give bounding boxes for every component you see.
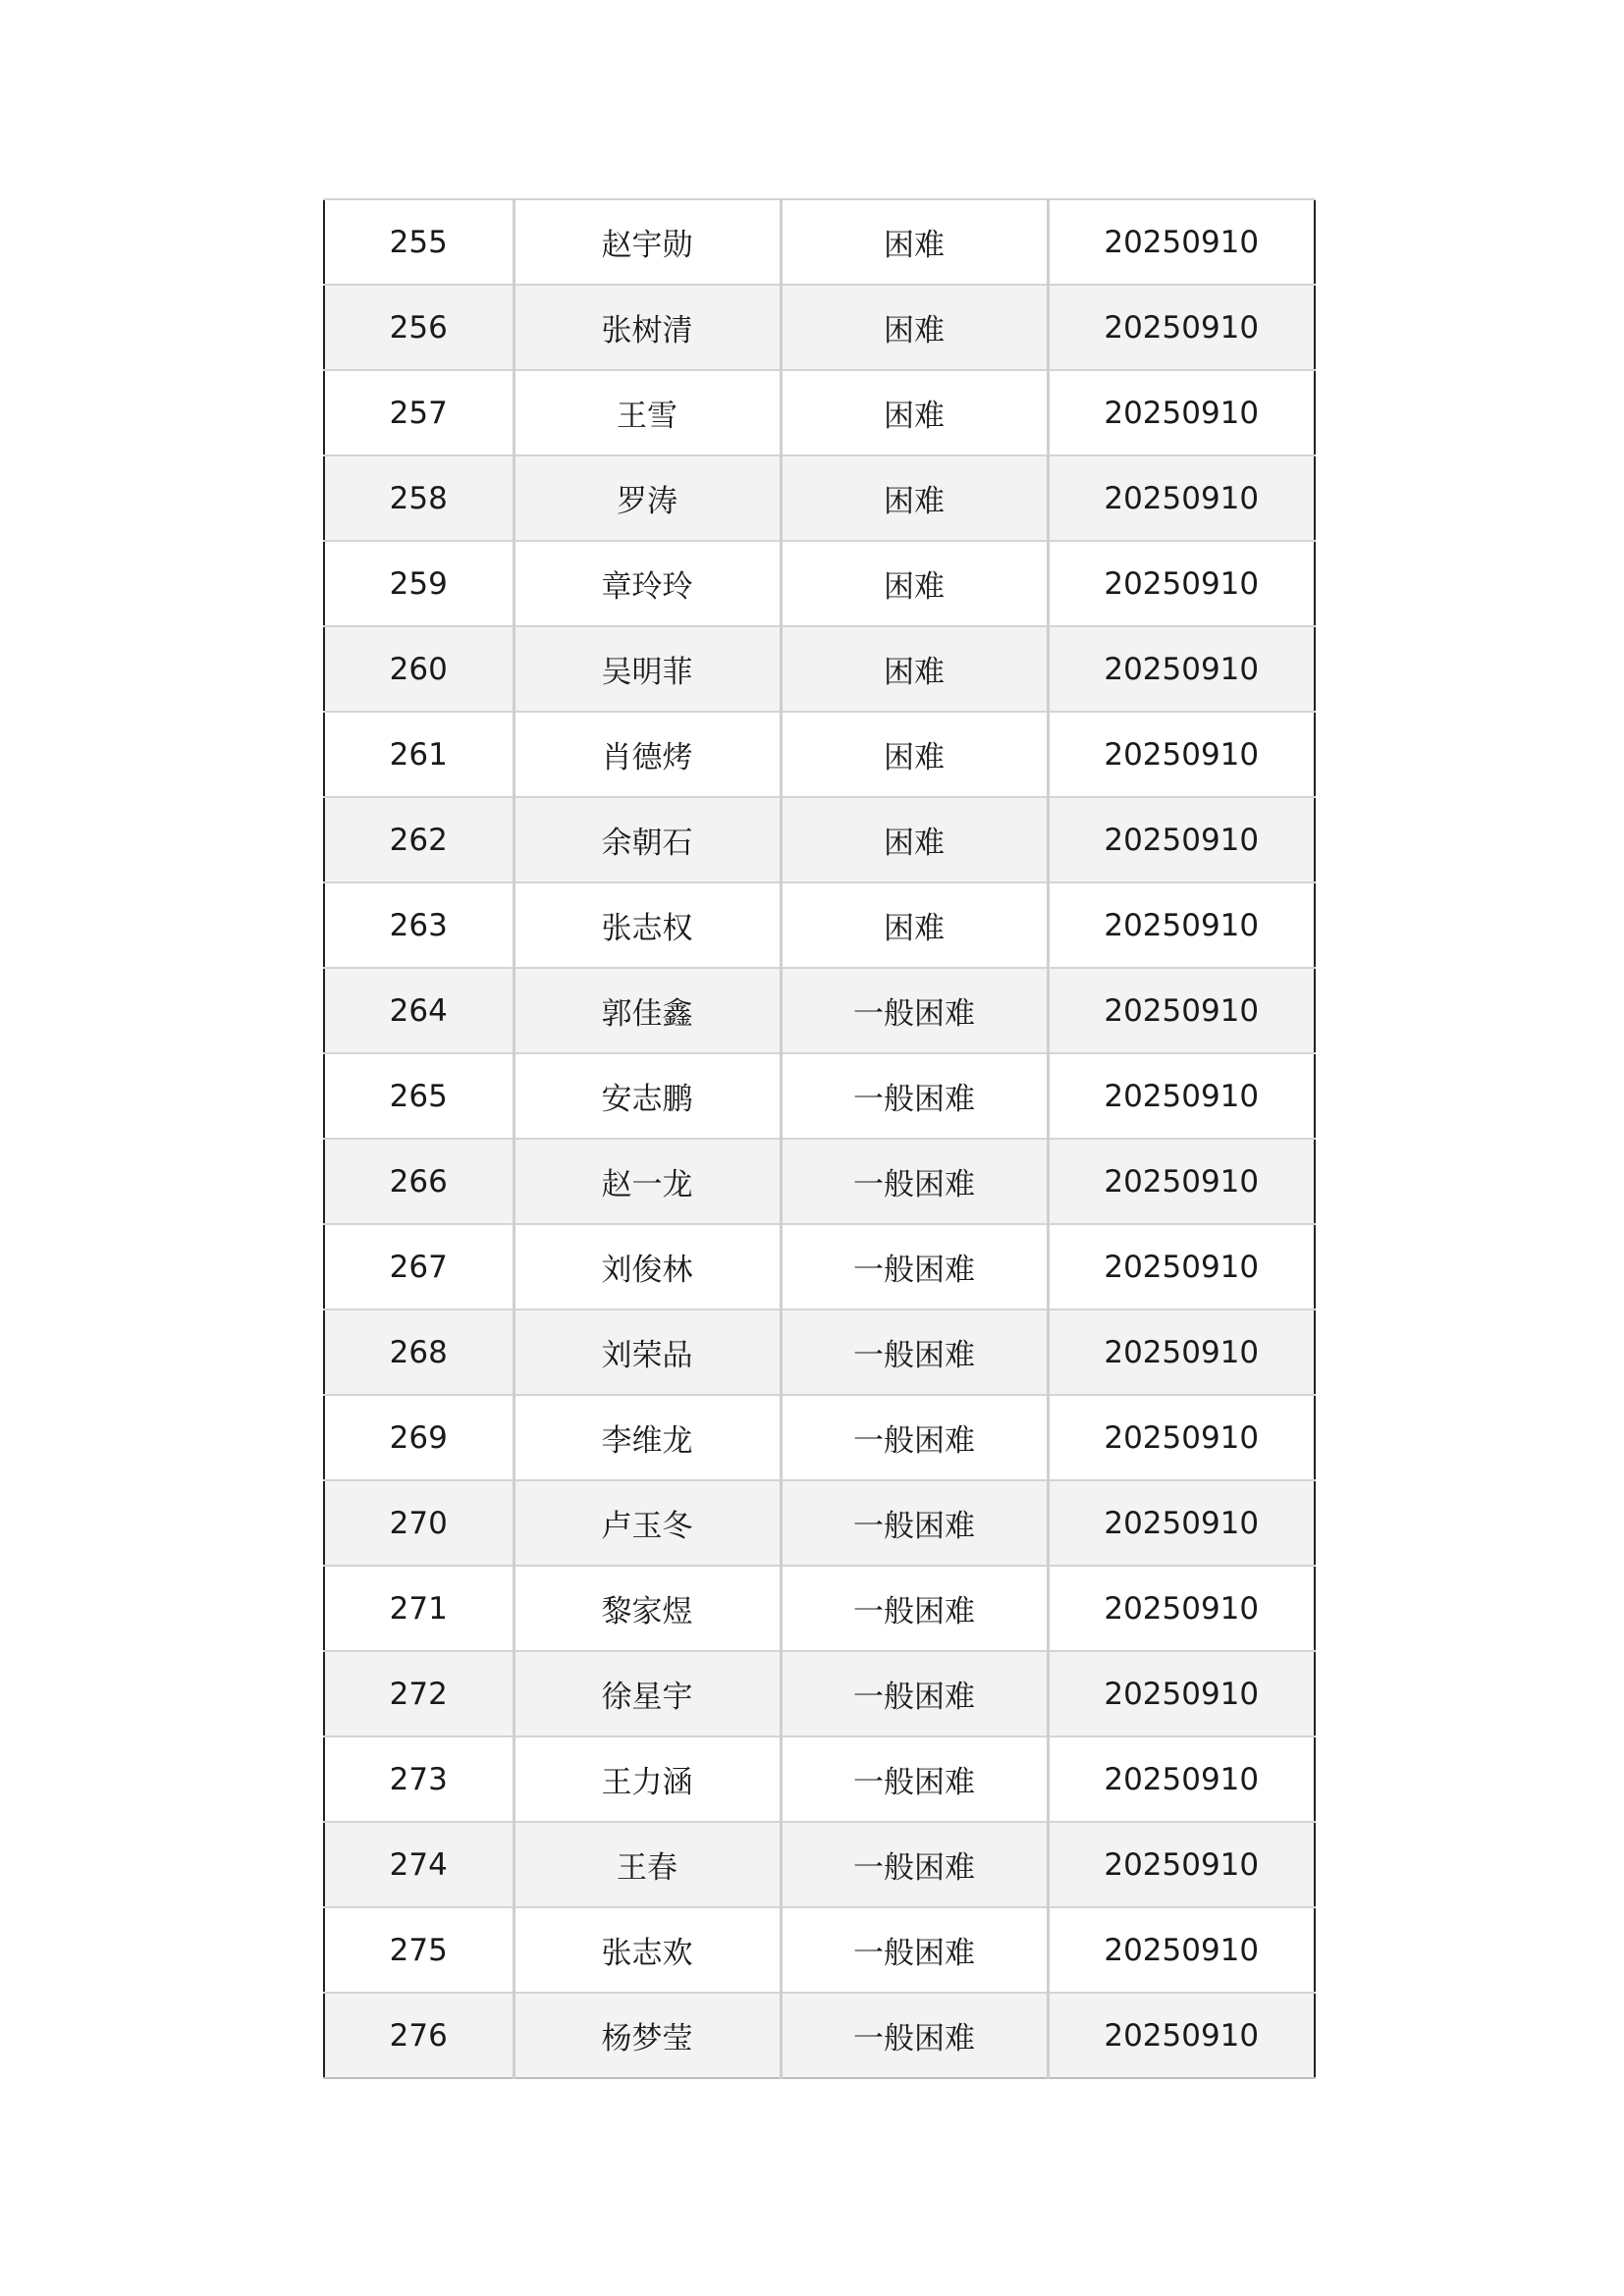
table-row	[324, 968, 1315, 1053]
table-row	[324, 1395, 1315, 1480]
name-cell: 徐星宇	[514, 1651, 781, 1736]
level-cell: 一般困难	[781, 1822, 1048, 1907]
row-number-cell: 276	[324, 1993, 514, 2078]
table-row	[324, 1907, 1315, 1993]
name-cell: 黎家煜	[514, 1566, 781, 1651]
level-cell: 一般困难	[781, 1395, 1048, 1480]
level-cell: 一般困难	[781, 1309, 1048, 1395]
date-cell: 20250910	[1048, 1566, 1315, 1651]
date-cell: 20250910	[1048, 199, 1315, 285]
date-cell: 20250910	[1048, 1822, 1315, 1907]
table-row	[324, 1822, 1315, 1907]
table-row	[324, 797, 1315, 882]
table-row	[324, 1566, 1315, 1651]
table-row	[324, 1053, 1315, 1139]
level-cell: 困难	[781, 455, 1048, 541]
name-cell: 肖德烤	[514, 712, 781, 797]
level-cell: 一般困难	[781, 1224, 1048, 1309]
name-cell: 张志权	[514, 882, 781, 968]
row-number-cell: 272	[324, 1651, 514, 1736]
level-cell: 困难	[781, 712, 1048, 797]
table-row	[324, 199, 1315, 285]
name-cell: 卢玉冬	[514, 1480, 781, 1566]
date-cell: 20250910	[1048, 626, 1315, 712]
row-number-cell: 264	[324, 968, 514, 1053]
row-number-cell: 270	[324, 1480, 514, 1566]
date-cell: 20250910	[1048, 1309, 1315, 1395]
table-row	[324, 1139, 1315, 1224]
level-cell: 困难	[781, 626, 1048, 712]
date-cell: 20250910	[1048, 968, 1315, 1053]
table-row	[324, 285, 1315, 370]
date-cell: 20250910	[1048, 1993, 1315, 2078]
table-row	[324, 1651, 1315, 1736]
table-row	[324, 541, 1315, 626]
row-number-cell: 267	[324, 1224, 514, 1309]
level-cell: 困难	[781, 797, 1048, 882]
level-cell: 一般困难	[781, 1651, 1048, 1736]
name-cell: 张志欢	[514, 1907, 781, 1993]
name-cell: 章玲玲	[514, 541, 781, 626]
row-number-cell: 262	[324, 797, 514, 882]
date-cell: 20250910	[1048, 1395, 1315, 1480]
table-row	[324, 712, 1315, 797]
name-cell: 罗涛	[514, 455, 781, 541]
date-cell: 20250910	[1048, 712, 1315, 797]
row-number-cell: 265	[324, 1053, 514, 1139]
level-cell: 一般困难	[781, 1907, 1048, 1993]
name-cell: 刘荣品	[514, 1309, 781, 1395]
level-cell: 一般困难	[781, 1736, 1048, 1822]
roster-table	[323, 198, 1316, 2079]
row-number-cell: 255	[324, 199, 514, 285]
date-cell: 20250910	[1048, 370, 1315, 455]
name-cell: 李维龙	[514, 1395, 781, 1480]
row-number-cell: 275	[324, 1907, 514, 1993]
date-cell: 20250910	[1048, 285, 1315, 370]
row-number-cell: 258	[324, 455, 514, 541]
name-cell: 刘俊林	[514, 1224, 781, 1309]
level-cell: 困难	[781, 285, 1048, 370]
date-cell: 20250910	[1048, 1736, 1315, 1822]
date-cell: 20250910	[1048, 541, 1315, 626]
row-number-cell: 274	[324, 1822, 514, 1907]
level-cell: 困难	[781, 199, 1048, 285]
name-cell: 赵一龙	[514, 1139, 781, 1224]
name-cell: 安志鹏	[514, 1053, 781, 1139]
date-cell: 20250910	[1048, 455, 1315, 541]
level-cell: 一般困难	[781, 1566, 1048, 1651]
date-cell: 20250910	[1048, 1651, 1315, 1736]
level-cell: 困难	[781, 882, 1048, 968]
table-row	[324, 626, 1315, 712]
row-number-cell: 263	[324, 882, 514, 968]
date-cell: 20250910	[1048, 1139, 1315, 1224]
name-cell: 郭佳鑫	[514, 968, 781, 1053]
table-row	[324, 1993, 1315, 2078]
date-cell: 20250910	[1048, 1480, 1315, 1566]
level-cell: 一般困难	[781, 1139, 1048, 1224]
name-cell: 王雪	[514, 370, 781, 455]
row-number-cell: 273	[324, 1736, 514, 1822]
name-cell: 张树清	[514, 285, 781, 370]
name-cell: 吴明菲	[514, 626, 781, 712]
row-number-cell: 259	[324, 541, 514, 626]
row-number-cell: 257	[324, 370, 514, 455]
level-cell: 一般困难	[781, 1053, 1048, 1139]
row-number-cell: 261	[324, 712, 514, 797]
date-cell: 20250910	[1048, 797, 1315, 882]
row-number-cell: 268	[324, 1309, 514, 1395]
level-cell: 一般困难	[781, 1480, 1048, 1566]
table-row	[324, 1309, 1315, 1395]
date-cell: 20250910	[1048, 882, 1315, 968]
name-cell: 王力涵	[514, 1736, 781, 1822]
level-cell: 困难	[781, 370, 1048, 455]
row-number-cell: 269	[324, 1395, 514, 1480]
table-row	[324, 1224, 1315, 1309]
level-cell: 一般困难	[781, 968, 1048, 1053]
name-cell: 赵宇勋	[514, 199, 781, 285]
table-row	[324, 882, 1315, 968]
table-row	[324, 455, 1315, 541]
row-number-cell: 271	[324, 1566, 514, 1651]
row-number-cell: 256	[324, 285, 514, 370]
date-cell: 20250910	[1048, 1053, 1315, 1139]
date-cell: 20250910	[1048, 1907, 1315, 1993]
roster-table-body	[324, 199, 1315, 2078]
level-cell: 困难	[781, 541, 1048, 626]
name-cell: 余朝石	[514, 797, 781, 882]
table-row	[324, 1480, 1315, 1566]
row-number-cell: 260	[324, 626, 514, 712]
table-row	[324, 1736, 1315, 1822]
row-number-cell: 266	[324, 1139, 514, 1224]
name-cell: 王春	[514, 1822, 781, 1907]
date-cell: 20250910	[1048, 1224, 1315, 1309]
name-cell: 杨梦莹	[514, 1993, 781, 2078]
level-cell: 一般困难	[781, 1993, 1048, 2078]
table-row	[324, 370, 1315, 455]
